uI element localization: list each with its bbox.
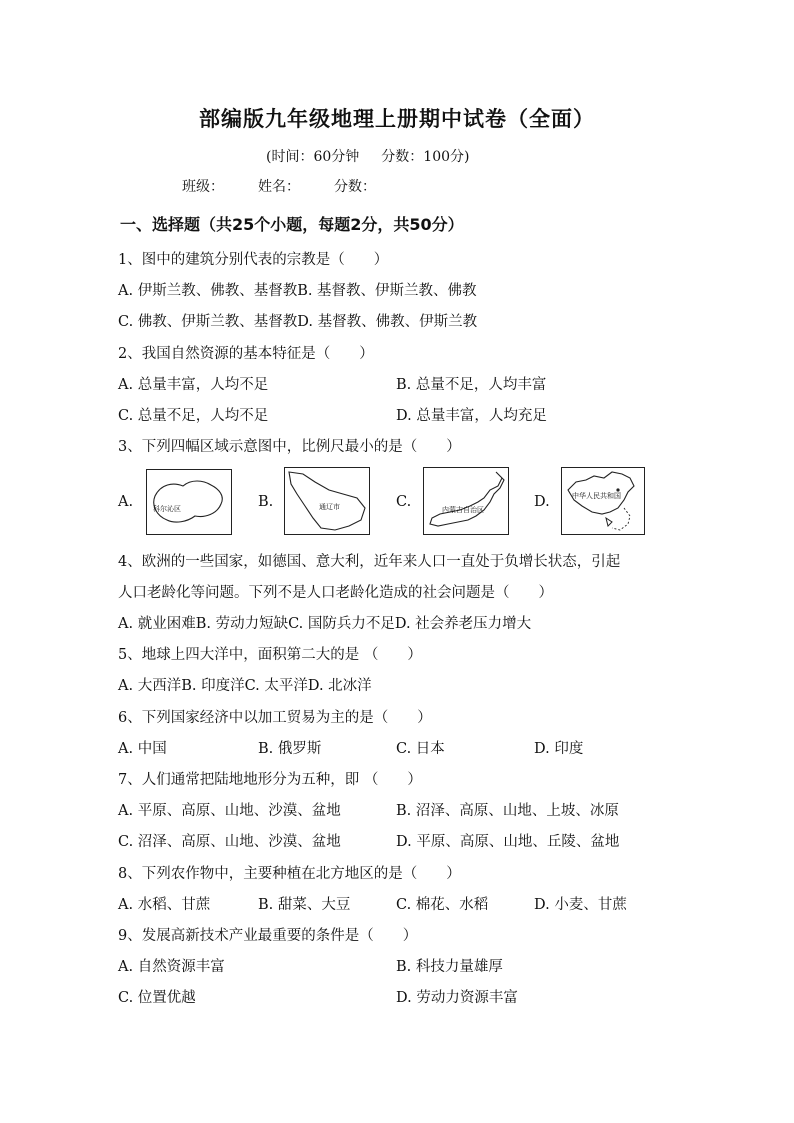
map-label-c: 内蒙古自治区 — [442, 506, 484, 514]
question-7-option-a: A. 平原、高原、山地、沙漠、盆地 — [118, 803, 341, 819]
exam-meta — [266, 146, 491, 166]
question-6-option-b: B. 俄罗斯 — [258, 741, 322, 757]
question-7-option-d: D. 平原、高原、山地、丘陵、盆地 — [396, 834, 620, 850]
page-title: 部编版九年级地理上册期中试卷（全面） — [199, 107, 595, 131]
question-3-option-b: B. — [258, 494, 274, 510]
question-2-option-b: B. 总量不足，人均丰富 — [396, 377, 547, 393]
question-8-stem: 8、下列农作物中，主要种植在北方地区的是（ ） — [118, 866, 461, 882]
map-label-d: 中华人民共和国 — [572, 492, 621, 500]
question-9-option-b: B. 科技力量雄厚 — [396, 959, 503, 975]
question-9-stem: 9、发展高新技术产业最重要的条件是（ ） — [118, 928, 418, 944]
question-2-stem: 2、我国自然资源的基本特征是（ ） — [118, 346, 374, 362]
question-2-option-a: A. 总量丰富，人均不足 — [118, 377, 269, 393]
question-5-options: A. 大西洋B. 印度洋C. 太平洋D. 北冰洋 — [118, 678, 372, 694]
region-outline-b — [285, 468, 369, 534]
region-outline-d — [562, 468, 644, 534]
region-outline-a — [147, 470, 231, 534]
question-6-option-d: D. 印度 — [534, 741, 584, 757]
question-6-option-a: A. 中国 — [118, 741, 167, 757]
question-4-options: A. 就业困难B. 劳动力短缺C. 国防兵力不足D. 社会养老压力增大 — [118, 616, 532, 632]
question-1-options-cd: C. 佛教、伊斯兰教、基督教D. 基督教、佛教、伊斯兰教 — [118, 314, 478, 330]
map-china — [561, 467, 645, 535]
name-field-label: 姓名： — [258, 179, 300, 195]
exam-time: (时间：60分钟 — [266, 149, 360, 165]
question-3-option-d: D. — [534, 494, 550, 510]
map-tongliao-city — [284, 467, 370, 535]
question-4-stem-line2: 人口老龄化等问题。下列不是人口老龄化造成的社会问题是（ ） — [118, 585, 553, 601]
score-field-label: 分数： — [334, 179, 376, 195]
question-8-option-d: D. 小麦、甘蔗 — [534, 897, 627, 913]
map-label-b: 通辽市 — [319, 503, 340, 511]
section-heading: 一、选择题（共25个小题，每题2分，共50分） — [120, 215, 464, 234]
question-3-option-a: A. — [118, 494, 134, 510]
question-7-option-b: B. 沼泽、高原、山地、上坡、冰原 — [396, 803, 619, 819]
question-9-option-a: A. 自然资源丰富 — [118, 959, 225, 975]
question-3-option-c: C. — [396, 494, 412, 510]
question-5-stem: 5、地球上四大洋中，面积第二大的是 （ ） — [118, 647, 422, 663]
question-2-option-d: D. 总量丰富，人均充足 — [396, 408, 547, 424]
question-8-option-c: C. 棉花、水稻 — [396, 897, 489, 913]
student-info — [182, 176, 410, 196]
question-4-stem-line1: 4、欧洲的一些国家，如德国、意大利，近年来人口一直处于负增长状态，引起 — [118, 554, 621, 570]
question-1-options-ab: A. 伊斯兰教、佛教、基督教B. 基督教、伊斯兰教、佛教 — [118, 283, 477, 299]
question-2-option-c: C. 总量不足，人均不足 — [118, 408, 269, 424]
map-label-a: 科尔沁区 — [153, 505, 181, 513]
map-inner-mongolia — [423, 467, 509, 535]
question-6-option-c: C. 日本 — [396, 741, 445, 757]
question-3-stem: 3、下列四幅区域示意图中，比例尺最小的是（ ） — [118, 439, 461, 455]
class-field-label: 班级： — [182, 179, 224, 195]
question-9-option-c: C. 位置优越 — [118, 990, 196, 1006]
question-8-option-a: A. 水稻、甘蔗 — [118, 897, 211, 913]
question-7-stem: 7、人们通常把陆地地形分为五种，即 （ ） — [118, 772, 422, 788]
question-8-option-b: B. 甜菜、大豆 — [258, 897, 351, 913]
exam-total-score: 分数：100分) — [381, 149, 470, 165]
region-outline-c — [424, 468, 508, 534]
question-1-stem: 1、图中的建筑分别代表的宗教是（ ） — [118, 252, 389, 268]
map-horqin-district — [146, 469, 232, 535]
question-6-stem: 6、下列国家经济中以加工贸易为主的是（ ） — [118, 710, 432, 726]
question-9-option-d: D. 劳动力资源丰富 — [396, 990, 518, 1006]
question-7-option-c: C. 沼泽、高原、山地、沙漠、盆地 — [118, 834, 341, 850]
